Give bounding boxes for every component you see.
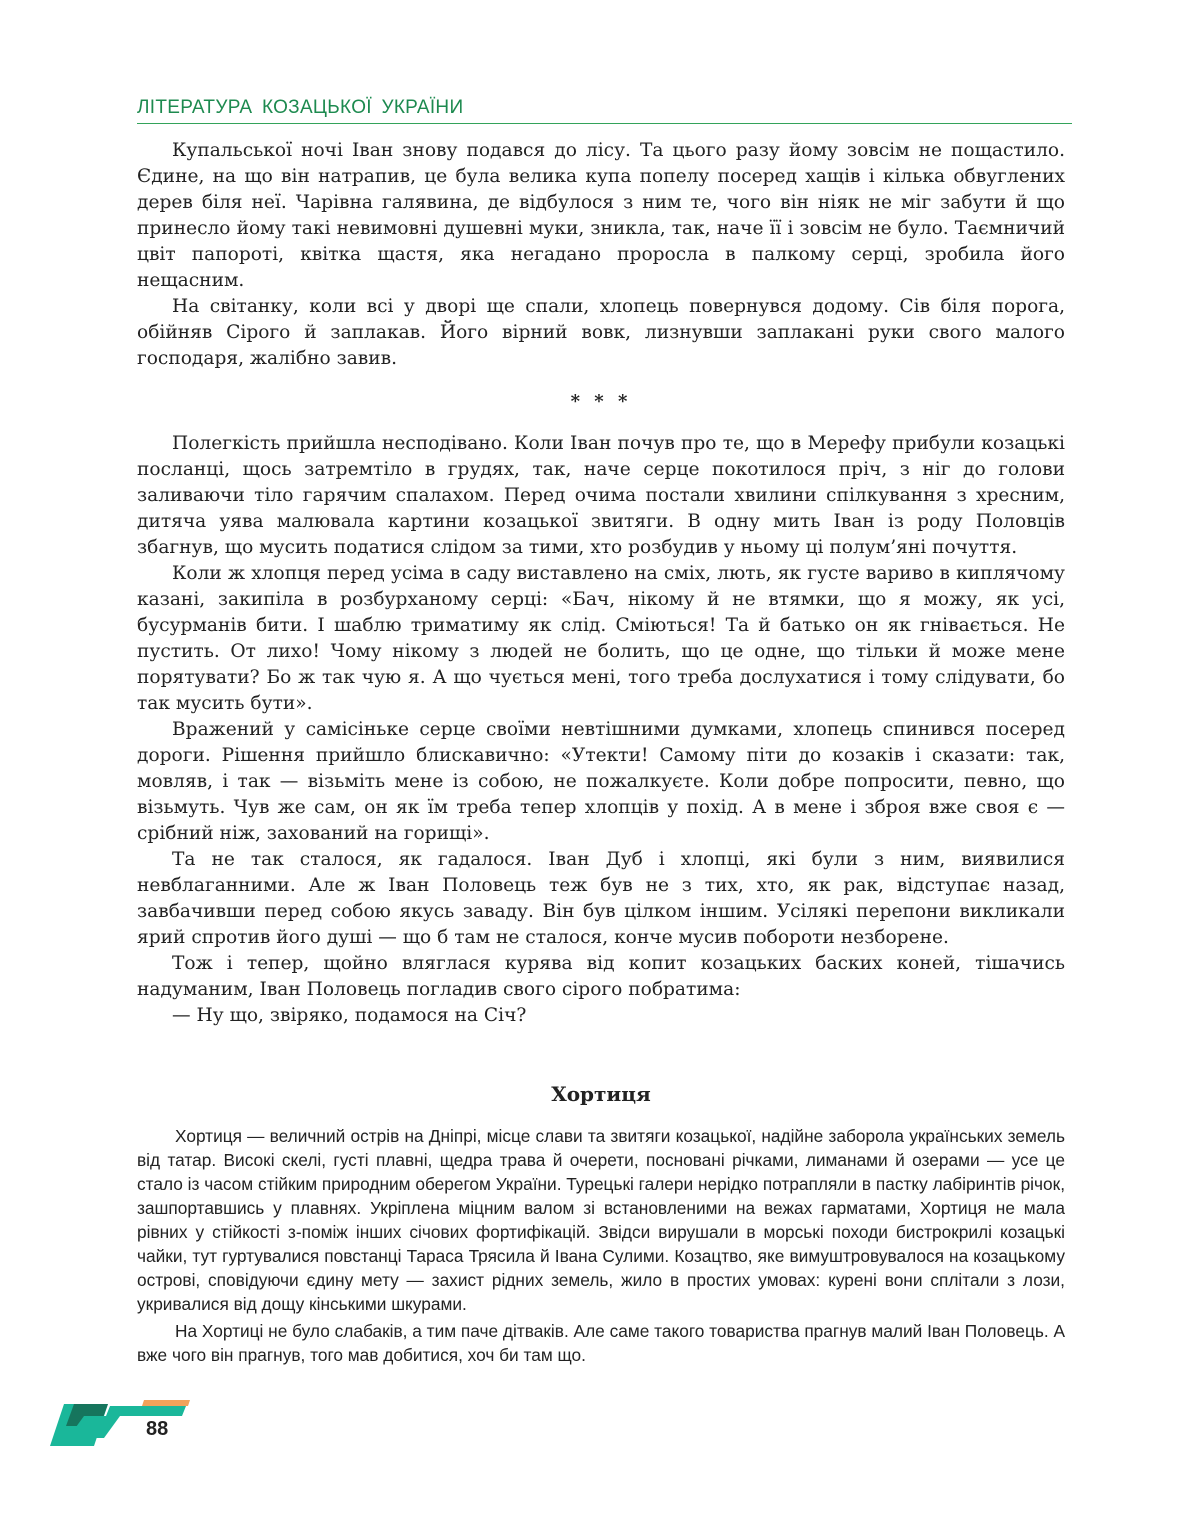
story-paragraph: Коли ж хлопця перед усіма в саду виставлено на сміх, лють, як густе вариво в киплячому казані, закипіла в розбурханому серці: «Бач, нікому й не втямки, що я можу, як усі, бусурманів бити. І шаблю триматиму як слід. Сміються! Та й батько он як гнівається. Не пустить. От лихо! Чому нікому з людей не болить, що це одне, що тільки й може мене порятувати? Бо ж так чую я. А що чується мені, того треба дослухатися і тому слідувати, бо так мусить бути». xyxy=(137,563,1065,714)
story-paragraph: Купальської ночі Іван знову подався до лісу. Та цього разу йому зовсім не пощастило. Єдине, на що він натрапив, це була велика купа попелу посеред хащів і кілька обвуглених дерев біля неї. Чарівна галявина, де відбулося з ним те, чого він ніяк не міг забути й що принесло йому такі невимовні душевні муки, зникла, так, наче її і зовсім не було. Таємничий цвіт папороті, квітка щастя, яка негадано проросла в палкому серці, зробила його нещасним. xyxy=(137,140,1065,291)
page-corner-lower-shape xyxy=(64,1416,144,1472)
story-paragraph: На світанку, коли всі у дворі ще спали, хлопець повернувся додому. Сів біля порога, обійняв Сірого й заплакав. Його вірний вовк, лизнувши заплакані руки свого малого господаря, жалібно завив. xyxy=(137,296,1065,369)
story-paragraph: Та не так сталося, як гадалося. Іван Дуб і хлопці, які були з ним, виявилися невблаганними. Але ж Іван Половець теж був не з тих, хто, як рак, відступає назад, завбачивши перед собою якусь заваду. Він був цілком іншим. Усілякі перепони викликали ярий спротив його душі — що б там не сталося, конче мусив побороти незборене. xyxy=(137,849,1065,948)
story-text xyxy=(137,138,1065,1029)
header-title: ЛІТЕРАТУРА КОЗАЦЬКОЇ УКРАЇНИ xyxy=(137,97,464,118)
story-paragraph: Вражений у самісіньке серце своїми невтішними думками, хлопець спинився посеред дороги. Рішення прийшло блискавично: «Утекти! Самому піти до козаків і сказати: так, мовляв, і так — візьміть мене із собою, не пожалкуєте. Коли добре попросити, певно, що візьмуть. Чув же сам, он як їм треба тепер хлопців у похід. А в мене і зброя вже своя є — срібний ніж, захований на горищі». xyxy=(137,719,1065,844)
story-paragraph: Тож і тепер, щойно вляглася курява від копит козацьких баских коней, тішачись надуманим, Іван Половець погладив свого сірого побратима: xyxy=(137,953,1065,1000)
section-separator: * * * xyxy=(570,391,632,412)
info-paragraph: Хортиця — величний острів на Дніпрі, місце слави та звитяги козацької, надійне заборола українських земель від татар. Високі скелі, густі плавні, щедра трава й очерети, посновані річками, лиманами й озерами — усе це стало із часом стійким природним оберегом України. Турецькі галери нерідко потрапляли в пастку лабіринтів річок, зашпортавшись у плавнях. Укріплена міцним валом зі встановленими на вежах гарматами, Хортиця не мала рівних у стійкості з-поміж інших січових фортифікацій. Звідси вирушали в морські походи бистрокрилі козацькі чайки, тут гуртувалися повстанці Тараса Трясила й Івана Сулими. Козацтво, яке вимуштровувалося на козацькому острові, сповідуючи єдину мету — захист рідних земель, жило в простих умовах: курені вони сплітали з лози, укривалися від дощу кінськими шкурами. xyxy=(137,1126,1065,1314)
page-number: 88 xyxy=(146,1418,169,1440)
deco-orange-bar xyxy=(142,1400,190,1406)
story-paragraph: — Ну що, звіряко, подамося на Січ? xyxy=(172,1005,527,1026)
story-paragraph: Полегкість прийшла несподівано. Коли Іван почув про те, що в Мерефу прибули козацькі посланці, щось затремтіло в грудях, так, наче серце покотилося пріч, з ніг до голови заливаючи тіло гарячим спалахом. Перед очима постали хвилини спілкування з хресним, дитяча уява малювала картини козацької звитяги. В одну мить Іван із роду Половців збагнув, що мусить податися слідом за тими, хто розбудив у ньому ці полум’яні почуття. xyxy=(137,433,1065,558)
info-title: Хортиця xyxy=(551,1082,651,1106)
info-text xyxy=(137,1124,1065,1367)
deco-teal-bar xyxy=(106,1406,186,1416)
page-header xyxy=(137,96,1072,124)
info-paragraph: На Хортиці не було слабаків, а тим паче дітваків. Але саме такого товариства прагнув малий Іван Половець. А вже чого він прагнув, того мав добитися, хоч би там що. xyxy=(137,1321,1065,1365)
